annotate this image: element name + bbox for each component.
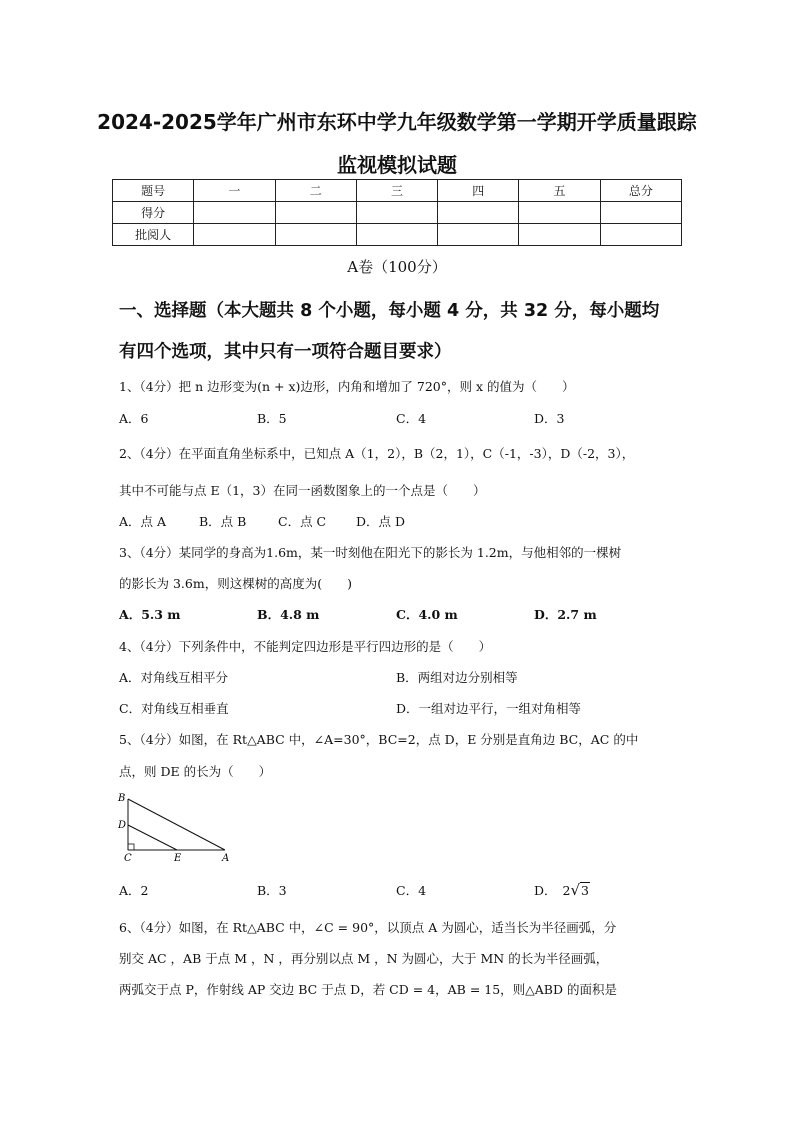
q4-option-d[interactable]: D．一组对边平行，一组对角相等 — [396, 701, 582, 716]
part1-heading-line-1: 一、选择题（本大题共 8 个小题，每小题 4 分，共 32 分，每小题均 — [119, 301, 660, 321]
q1-option-a[interactable]: A．6 — [119, 411, 149, 426]
segment-de — [128, 825, 177, 850]
q2-option-c[interactable]: C．点 C — [278, 514, 327, 529]
part1-heading-line-2: 有四个选项，其中只有一项符合题目要求） — [119, 342, 452, 362]
score-cell[interactable] — [194, 224, 275, 246]
question-6-line-2: 别交 AC ，AB 于点 M ，N ，再分别以点 M ，N 为圆心，大于 MN 的长为半径画弧， — [119, 951, 609, 966]
score-cell[interactable] — [356, 224, 437, 246]
question-4-stem: 4、（4分）下列条件中，不能判定四边形是平行四边形的是（ ） — [119, 639, 492, 654]
score-table — [112, 179, 682, 246]
q2-option-b[interactable]: B．点 B — [199, 514, 247, 529]
score-cell[interactable] — [438, 202, 519, 224]
label-a: A — [222, 853, 230, 864]
score-row-label: 批阅人 — [113, 224, 194, 246]
score-table-row — [113, 224, 682, 246]
q5-option-b[interactable]: B．3 — [257, 883, 287, 898]
question-2-stem-line-2: 其中不可能与点 E（1，3）在同一函数图象上的一个点是（ ） — [119, 483, 486, 498]
score-cell[interactable] — [519, 202, 600, 224]
side-ab — [128, 799, 225, 850]
score-cell[interactable] — [194, 202, 275, 224]
score-row-label: 得分 — [113, 202, 194, 224]
question-5-stem-line-1: 5、（4分）如图，在 Rt△ABC 中，∠A=30°，BC=2，点 D，E 分别是直角边 BC，AC 的中 — [119, 732, 639, 747]
right-angle-mark — [128, 844, 134, 850]
score-cell[interactable] — [519, 224, 600, 246]
score-cell[interactable] — [275, 202, 356, 224]
score-header-cell: 四 — [438, 180, 519, 202]
label-e: E — [174, 853, 182, 864]
score-cell[interactable] — [275, 224, 356, 246]
q5-option-a[interactable]: A．2 — [119, 883, 149, 898]
score-header-cell: 题号 — [113, 180, 194, 202]
sqrt-icon: √ — [570, 881, 581, 899]
question-2-stem-line-1: 2、（4分）在平面直角坐标系中，已知点 A（1，2），B（2，1），C（-1，-3），D（-2，3）， — [119, 446, 635, 461]
q5-option-c[interactable]: C．4 — [396, 883, 427, 898]
q3-option-c[interactable]: C．4.0 m — [396, 607, 458, 622]
score-table-header-row — [113, 180, 682, 202]
q2-option-a[interactable]: A．点 A — [119, 514, 167, 529]
score-cell[interactable] — [438, 224, 519, 246]
question-6-line-3: 两弧交于点 P，作射线 AP 交边 BC 于点 D，若 CD = 4，AB = 15，则△ABD 的面积是 — [119, 982, 617, 997]
label-c: C — [124, 853, 132, 864]
q4-option-a[interactable]: A．对角线互相平分 — [119, 670, 229, 685]
triangle-figure — [115, 790, 240, 865]
q4-option-b[interactable]: B．两组对边分别相等 — [396, 670, 518, 685]
section-a-label: A卷（100分） — [347, 258, 447, 276]
score-cell[interactable] — [356, 202, 437, 224]
q3-option-a[interactable]: A．5.3 m — [119, 607, 181, 622]
question-3-stem-line-1: 3、（4分）某同学的身高为1.6m，某一时刻他在阳光下的影长为 1.2m，与他相邻的一棵树 — [119, 545, 622, 560]
q5-option-d-label: D． — [534, 883, 557, 898]
question-3-stem-line-2: 的影长为 3.6m，则这棵树的高度为( ) — [119, 576, 352, 591]
score-cell[interactable] — [600, 224, 681, 246]
q3-option-b[interactable]: B．4.8 m — [257, 607, 320, 622]
exam-title-line-1: 2024-2025学年广州市东环中学九年级数学第一学期开学质量跟踪 — [97, 110, 697, 134]
q5-option-d[interactable] — [534, 881, 590, 899]
q1-option-d[interactable]: D．3 — [534, 411, 565, 426]
q1-option-c[interactable]: C．4 — [396, 411, 427, 426]
score-header-cell: 二 — [275, 180, 356, 202]
score-header-cell: 三 — [356, 180, 437, 202]
q1-option-b[interactable]: B．5 — [257, 411, 287, 426]
q2-option-d[interactable]: D．点 D — [356, 514, 406, 529]
score-cell[interactable] — [600, 202, 681, 224]
q3-option-d[interactable]: D．2.7 m — [534, 607, 597, 622]
label-b: B — [118, 793, 126, 804]
score-header-cell: 五 — [519, 180, 600, 202]
exam-title-line-2: 监视模拟试题 — [337, 153, 457, 177]
label-d: D — [118, 820, 127, 831]
sqrt-coefficient: 2 — [562, 883, 571, 898]
q4-option-c[interactable]: C．对角线互相垂直 — [119, 701, 229, 716]
score-header-cell: 总分 — [600, 180, 681, 202]
score-table-row — [113, 202, 682, 224]
sqrt-radicand: 3 — [581, 883, 589, 898]
question-5-stem-line-2: 点，则 DE 的长为（ ） — [119, 764, 272, 779]
question-6-line-1: 6、（4分）如图，在 Rt△ABC 中，∠C = 90°，以顶点 A 为圆心，适当长为半径画弧，分 — [119, 920, 617, 935]
score-header-cell: 一 — [194, 180, 275, 202]
question-1-stem: 1、（4分）把 n 边形变为(n + x)边形，内角和增加了 720°，则 x 的值为（ ） — [119, 379, 575, 394]
